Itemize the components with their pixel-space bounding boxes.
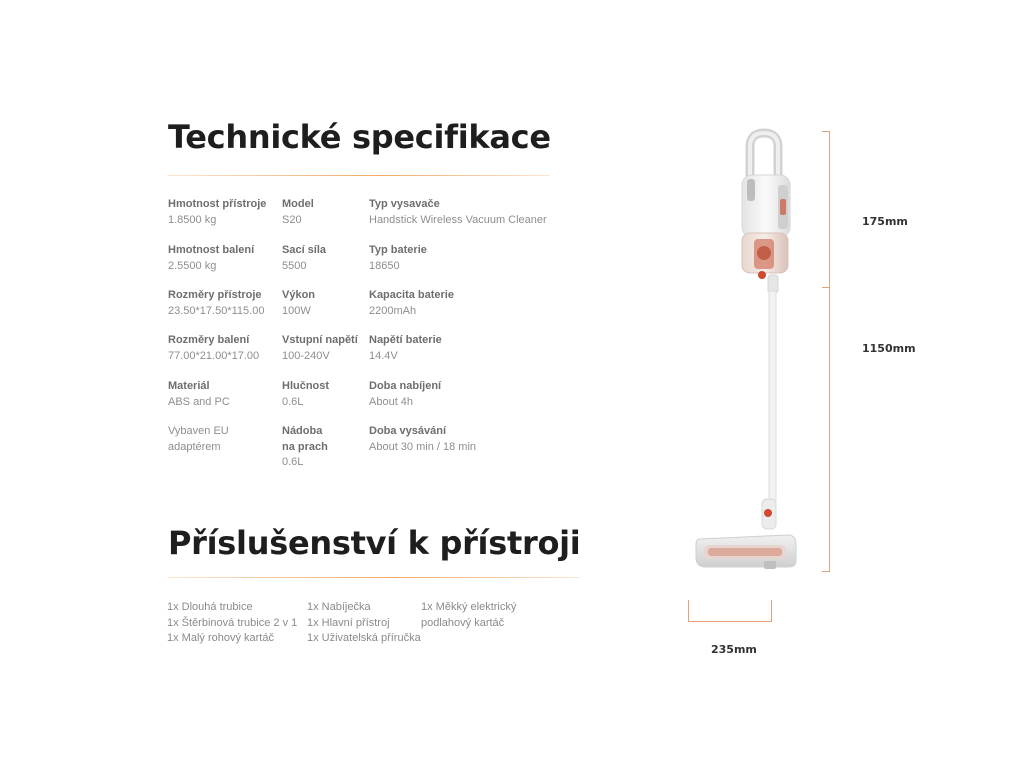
accessories-col-1	[167, 600, 297, 647]
spec-label: Hlučnost	[282, 380, 330, 392]
spec-value: Handstick Wireless Vacuum Cleaner	[369, 213, 547, 226]
accessory-item: 1x Měkký elektrický	[421, 601, 517, 613]
dimension-tick	[822, 571, 830, 572]
accessories-title: Příslušenství k přístroji	[168, 524, 581, 562]
spec-item	[369, 197, 547, 228]
spec-value: 100W	[282, 304, 311, 317]
spec-item	[168, 288, 264, 319]
spec-label: Nádoba	[282, 425, 323, 437]
accessories-divider	[168, 577, 580, 578]
spec-item	[168, 197, 266, 228]
spec-dust-container	[282, 424, 328, 471]
eu-adapter-note-line2: adaptérem	[168, 440, 221, 453]
spec-item	[369, 288, 454, 319]
vacuum-cleaner-image	[680, 125, 810, 585]
spec-label: Doba nabíjení	[369, 380, 442, 392]
spec-value: About 30 min / 18 min	[369, 440, 477, 453]
spec-item	[168, 333, 259, 364]
specs-title: Technické specifikace	[168, 118, 551, 156]
spec-label: Doba vysávání	[369, 425, 447, 437]
width-label: 235mm	[711, 643, 757, 656]
spec-value: 77.00*21.00*17.00	[168, 349, 260, 362]
spec-item	[282, 379, 329, 410]
spec-item	[282, 243, 326, 274]
dimension-tick	[771, 600, 772, 622]
spec-value: S20	[282, 213, 302, 226]
dimension-tick	[688, 600, 689, 622]
spec-item	[282, 197, 314, 228]
spec-item	[369, 379, 441, 410]
eu-adapter-note	[168, 424, 229, 455]
spec-label: Kapacita baterie	[369, 289, 454, 301]
specs-divider	[168, 175, 550, 176]
spec-label: Výkon	[282, 289, 316, 301]
accessories-col-3	[421, 600, 516, 631]
spec-label: Sací síla	[282, 244, 327, 256]
spec-label: Typ vysavače	[369, 198, 440, 210]
spec-value: 0.6L	[282, 456, 304, 468]
spec-value: 23.50*17.50*115.00	[168, 304, 265, 317]
top-height-label: 175mm	[862, 215, 908, 228]
spec-label: Vstupní napětí	[282, 334, 358, 346]
eu-adapter-note-line1: Vybaven EU	[168, 425, 229, 437]
spec-item	[168, 243, 254, 274]
spec-value: 18650	[369, 259, 400, 272]
accessory-item: podlahový kartáč	[421, 616, 505, 629]
spec-value: 2.5500 kg	[168, 259, 217, 272]
spec-label: Hmotnost balení	[168, 244, 255, 256]
spec-item	[369, 333, 442, 364]
spec-value: About 4h	[369, 395, 414, 408]
spec-label: Typ baterie	[369, 244, 427, 256]
spec-value: 1.8500 kg	[168, 213, 217, 226]
accessory-item: 1x Dlouhá trubice	[167, 601, 253, 613]
accessory-item: 1x Uživatelská příručka	[307, 632, 421, 644]
spec-value: 100-240V	[282, 349, 330, 362]
spec-label: Napětí baterie	[369, 334, 442, 346]
spec-label: Rozměry balení	[168, 334, 250, 346]
width-dimension-line	[688, 621, 772, 622]
total-height-label: 1150mm	[862, 342, 916, 355]
spec-label: Model	[282, 198, 314, 210]
spec-value: 14.4V	[369, 349, 398, 362]
spec-value: 2200mAh	[369, 304, 417, 317]
accessory-item: 1x Nabíječka	[307, 601, 371, 613]
spec-item	[282, 333, 358, 364]
accessory-item: 1x Štěrbinová trubice 2 v 1	[167, 616, 298, 629]
height-dimension-line	[829, 131, 830, 572]
spec-value: 5500	[282, 259, 307, 272]
spec-item	[282, 288, 315, 319]
accessories-col-2	[307, 600, 421, 647]
spec-runtime	[369, 424, 476, 455]
accessory-item: 1x Malý rohový kartáč	[167, 632, 274, 644]
spec-label: Hmotnost přístroje	[168, 198, 267, 210]
spec-value: 0.6L	[282, 395, 304, 408]
spec-item	[369, 243, 427, 274]
spec-label: na prach	[282, 440, 328, 453]
spec-label: Rozměry přístroje	[168, 289, 262, 301]
spec-label: Materiál	[168, 380, 210, 392]
spec-item	[168, 379, 230, 410]
accessory-item: 1x Hlavní přístroj	[307, 616, 390, 629]
spec-value: ABS and PC	[168, 395, 230, 408]
dimension-tick	[822, 287, 830, 288]
